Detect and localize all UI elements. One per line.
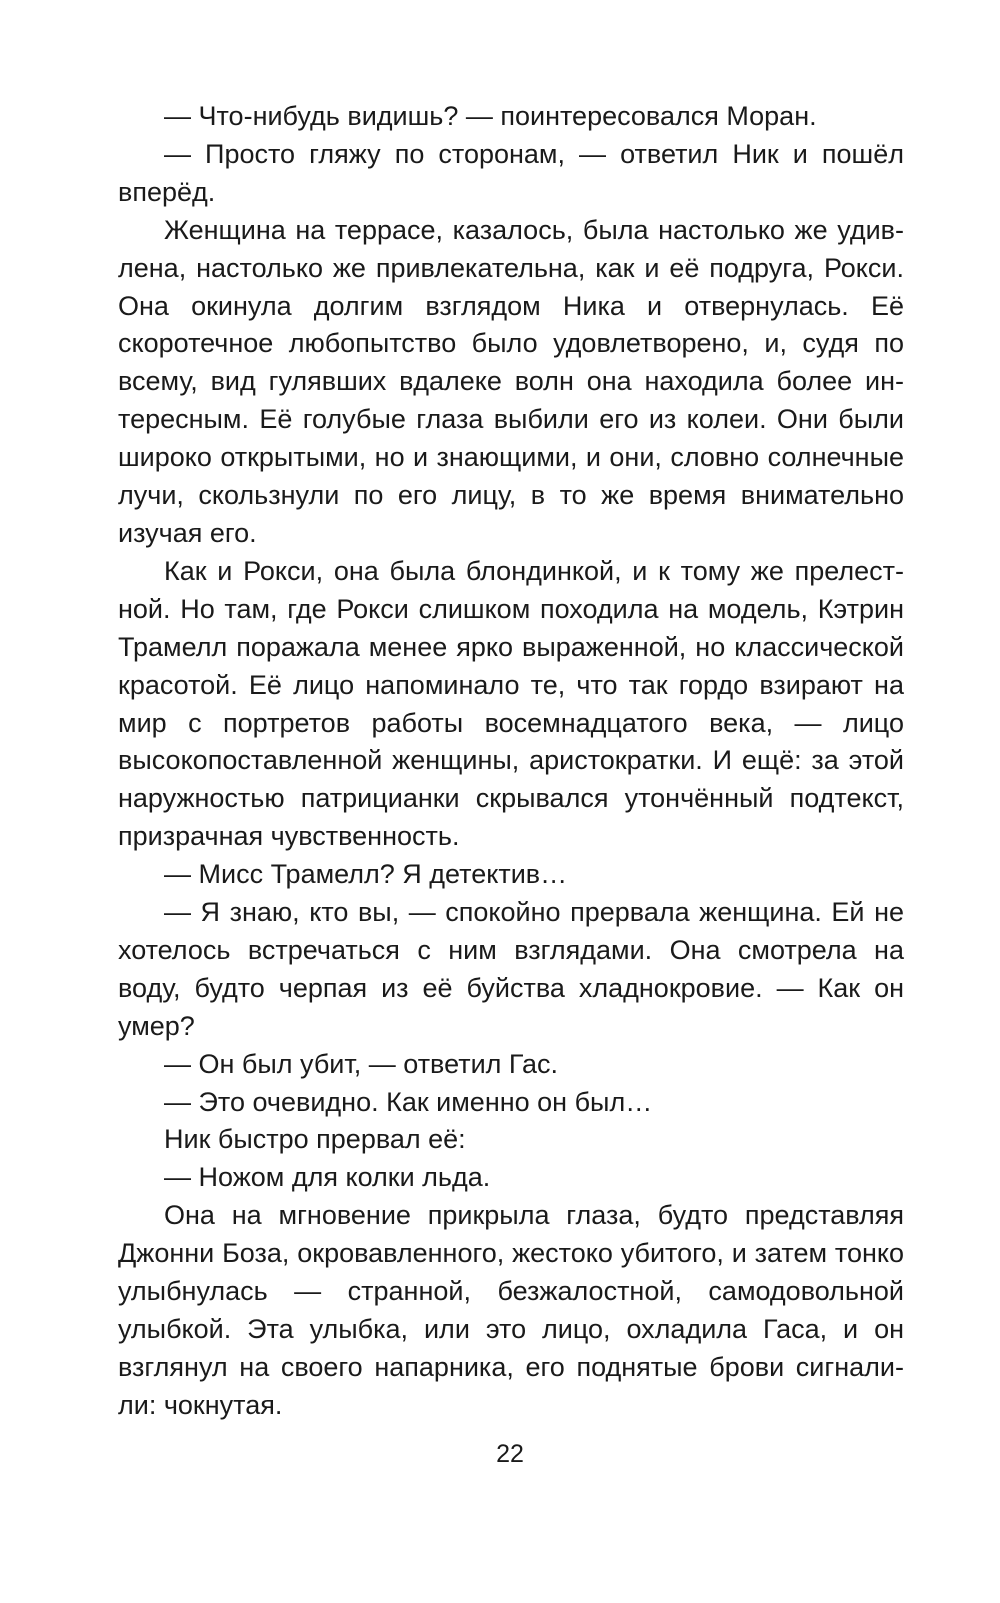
paragraph-4: Как и Рокси, она была блондинкой, и к тому же прелестной. Но там, где Рокси слишком походила на модель, Кэтрин Трамелл поражала менее ярко выраженной, но классической красотой. Её лицо напоминало те, что так гордо взирают на мир с портретов работы восемнадцатого века, — лицо высокопоставленной женщины, аристократки. И ещё: за этой наружностью патрицианки скрывался утончённый подтекст, призрачная чувственность. — [118, 555, 904, 852]
page-body-text — [118, 98, 904, 1425]
page-number: 22 — [496, 1440, 524, 1468]
paragraph-8: — Это очевидно. Как именно он был… — [164, 1086, 653, 1117]
paragraph-1: — Что-нибудь видишь? — поинтересовался Моран. — [164, 101, 817, 131]
paragraph-11: Она на мгновение прикрыла глаза, будто представляя Джонни Боза, окровавленного, жестоко убитого, и затем тонко улыбнулась — странной, безжалостной, самодовольной улыбкой. Эта улыбка, или это лицо, охладила Гаса, и он взглянул на своего напарника, его поднятые брови сигналили: чокнутая. — [118, 1200, 904, 1420]
paragraph-7: — Он был убит, — ответил Гас. — [164, 1048, 559, 1079]
paragraph-9: Ник быстро прервал её: — [164, 1124, 466, 1155]
paragraph-10: — Ножом для колки льда. — [164, 1162, 491, 1193]
paragraph-2: — Просто гляжу по сторонам, — ответил Ник и пошёл вперёд. — [118, 138, 904, 207]
paragraph-3: Женщина на террасе, казалось, была настолько же удивлена, настолько же привлекательна, как и её подруга, Рокси. Она окинула долгим взглядом Ника и отвернулась. Её скоротечное любопытство было удовлетворено, и, судя по всему, вид гулявших вдалеке волн она находила более интересным. Её голубые глаза выбили его из колеи. Они были широко открытыми, но и знающими, и они, словно солнечные лучи, скользнули по его лицу, в то же время внимательно изучая его. — [118, 214, 904, 548]
paragraph-6: — Я знаю, кто вы, — спокойно прервала женщина. Ей не хотелось встречаться с ним взглядами. Она смотрела на воду, будто черпая из её буйства хладнокровие. — Как он умер? — [118, 897, 904, 1041]
paragraph-5: — Мисс Трамелл? Я детектив… — [164, 859, 568, 890]
